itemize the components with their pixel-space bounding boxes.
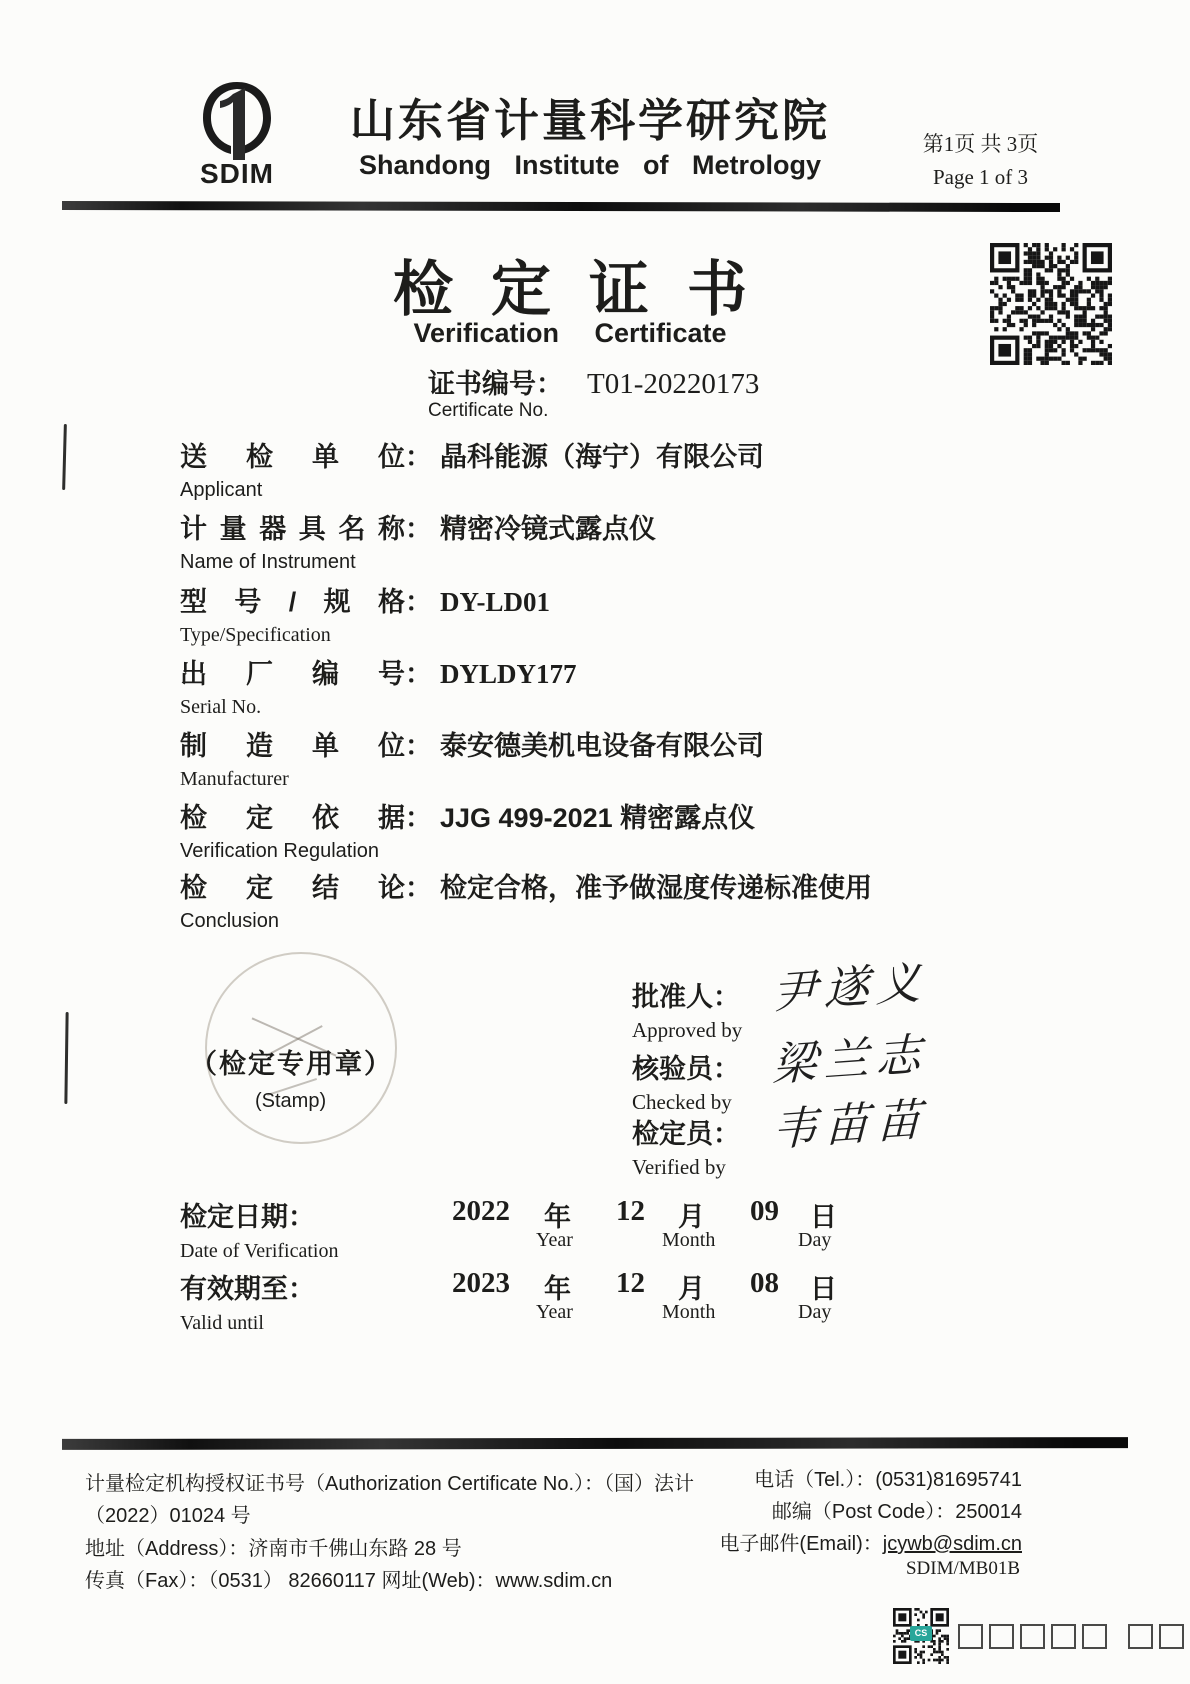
field-colon: ：	[405, 731, 432, 761]
institute-title-cn: 山东省计量科学研究院	[349, 95, 830, 146]
stamp-label-cn: （检定专用章）	[190, 1049, 393, 1079]
field-label-en: Manufacturer	[180, 768, 289, 790]
certificate-title-cn: 检定证书	[393, 256, 785, 323]
date-label-en: Date of Verification	[180, 1240, 339, 1262]
scan-mark	[64, 1012, 68, 1104]
certificate-number-row	[428, 362, 759, 401]
date-day-value: 08	[750, 1267, 779, 1299]
date-row-valid-until	[180, 1267, 1080, 1334]
field-label-en: Serial No.	[180, 696, 262, 718]
field-label: 计量器具名称	[180, 514, 405, 544]
date-year-unit: 年	[544, 1202, 571, 1232]
date-day-unit-en: Day	[798, 1301, 832, 1323]
field-label: 型号/规格	[180, 587, 405, 617]
qr-code-icon	[990, 243, 1112, 365]
field-colon: ：	[405, 514, 432, 544]
field-label-en: Conclusion	[180, 910, 279, 932]
sdim-logo-icon	[189, 76, 285, 162]
field-label: 制造单位	[180, 731, 405, 761]
date-day-unit: 日	[810, 1202, 837, 1232]
field-value: JJG 499-2021 精密露点仪	[440, 803, 756, 833]
date-year-value: 2023	[452, 1267, 510, 1299]
date-month-unit-en: Month	[662, 1301, 716, 1323]
signature-label-en: Verified by	[632, 1155, 726, 1179]
date-day-unit-en: Day	[798, 1229, 832, 1251]
certificate-title-en: Verification Certificate	[413, 318, 727, 348]
field-colon: ：	[405, 659, 432, 689]
field-row-instrument-name	[180, 507, 1100, 574]
field-row-type-spec	[180, 580, 1100, 647]
field-label: 出厂编号	[180, 659, 405, 689]
field-value: 晶科能源（海宁）有限公司	[440, 442, 764, 472]
field-row-conclusion	[180, 866, 1100, 933]
signature-handwriting: 梁兰志	[771, 1028, 929, 1091]
signature-label: 核验员：	[632, 1054, 740, 1084]
footer-tel: 电话（Tel.）：(0531)81695741	[754, 1469, 1022, 1491]
date-year-unit-en: Year	[536, 1229, 573, 1251]
field-label-en: Name of Instrument	[180, 551, 356, 573]
field-label-en: Applicant	[180, 479, 263, 501]
date-day-value: 09	[750, 1195, 779, 1227]
field-colon: ：	[405, 803, 432, 833]
page-indicator-en: Page 1 of 3	[932, 164, 1029, 189]
signature-label-en: Approved by	[632, 1018, 743, 1042]
date-day-unit: 日	[810, 1274, 837, 1304]
date-year-unit: 年	[544, 1274, 571, 1304]
field-value: 精密冷镜式露点仪	[440, 514, 656, 544]
field-label: 检定结论	[180, 873, 405, 903]
field-value: DYLDY177	[440, 659, 577, 689]
signature-label-en: Checked by	[632, 1090, 732, 1114]
field-colon: ：	[405, 442, 432, 472]
date-label: 有效期至：	[180, 1274, 315, 1304]
signature-handwriting: 韦苗苗	[771, 1093, 929, 1156]
date-label: 检定日期：	[180, 1202, 315, 1232]
checkbox-square	[1051, 1624, 1076, 1649]
date-month-unit: 月	[678, 1274, 705, 1304]
signature-handwriting: 尹遂义	[771, 956, 929, 1019]
checkbox-square	[958, 1624, 983, 1649]
field-colon: ：	[405, 587, 432, 617]
stamp-label-en: (Stamp)	[255, 1090, 327, 1112]
field-value: 检定合格，准予做湿度传递标准使用	[440, 873, 872, 903]
checkbox-square	[1020, 1624, 1045, 1649]
qr-code-small	[893, 1608, 949, 1664]
institute-title-en: Shandong Institute of Metrology	[359, 150, 821, 180]
page-indicator	[898, 128, 1063, 193]
footer-postcode: 邮编（Post Code）：250014	[771, 1501, 1022, 1523]
header-divider	[62, 201, 1060, 212]
page-indicator-cn: 第1页 共 3页	[922, 132, 1039, 156]
certificate-number-label: 证书编号：	[428, 369, 563, 399]
date-row-verification	[180, 1195, 1080, 1262]
footer-divider	[62, 1437, 1128, 1450]
footer-email: 电子邮件(Email)：jcywb@sdim.cn	[719, 1533, 1022, 1555]
sdim-logo	[162, 76, 312, 190]
date-label-en: Valid until	[180, 1312, 264, 1334]
date-month-unit-en: Month	[662, 1229, 716, 1251]
checkbox-square	[1159, 1624, 1184, 1649]
sdim-logo-text: SDIM	[200, 158, 274, 189]
signature-label: 检定员：	[632, 1119, 740, 1149]
field-row-regulation	[180, 796, 1100, 863]
field-label: 送检单位	[180, 442, 405, 472]
date-month-unit: 月	[678, 1202, 705, 1232]
footer-address: 地址（Address）：济南市千佛山东路 28 号	[85, 1537, 462, 1560]
checkbox-square	[1082, 1624, 1107, 1649]
field-label-en: Type/Specification	[180, 624, 331, 646]
qr-cs-badge: CS	[910, 1626, 932, 1641]
field-row-manufacturer	[180, 724, 1100, 791]
footer-fax-web: 传真（Fax）：（0531） 82660117 网址(Web)：www.sdim.cn	[85, 1570, 613, 1593]
checkbox-square	[989, 1624, 1014, 1649]
signature-label: 批准人：	[632, 982, 740, 1012]
footer-authorization: 计量检定机构授权证书号（Authorization Certificate No.）：（国）法计（2022）01024 号	[85, 1473, 695, 1528]
date-month-value: 12	[616, 1267, 645, 1299]
field-label-en: Verification Regulation	[180, 840, 380, 862]
scan-mark	[62, 424, 67, 490]
field-label: 检定依据	[180, 803, 405, 833]
footer-right	[640, 1464, 1022, 1560]
footer-email-value: jcywb@sdim.cn	[882, 1533, 1022, 1555]
checkbox-square	[1128, 1624, 1153, 1649]
certificate-number-label-en: Certificate No.	[428, 400, 549, 421]
form-code: SDIM/MB01B	[905, 1558, 1020, 1579]
field-row-serial-no	[180, 652, 1100, 719]
certificate-number-value: T01-20220173	[587, 368, 760, 400]
field-value: 泰安德美机电设备有限公司	[440, 731, 764, 761]
field-value: DY-LD01	[440, 587, 551, 617]
date-year-unit-en: Year	[536, 1301, 573, 1323]
field-row-applicant	[180, 435, 1100, 502]
date-month-value: 12	[616, 1195, 645, 1227]
field-colon: ：	[405, 873, 432, 903]
date-year-value: 2022	[452, 1195, 510, 1227]
qr-code	[990, 243, 1112, 365]
